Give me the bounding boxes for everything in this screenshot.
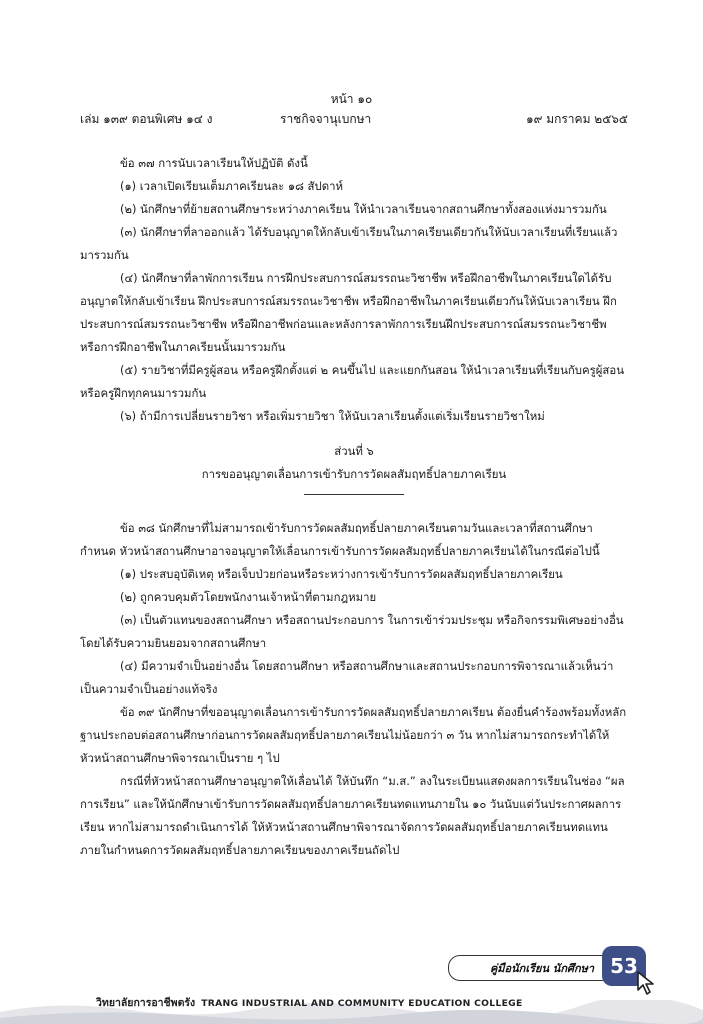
- paragraph: (๓) เป็นตัวแทนของสถานศึกษา หรือสถานประกอบการ ในการเข้าร่วมประชุม หรือกิจกรรมพิเศษอย่างอื่น โดยได้รับความยินยอมจากสถานศึกษา: [80, 613, 624, 650]
- paragraph: ข้อ ๓๙ นักศึกษาที่ขออนุญาตเลื่อนการเข้ารับการวัดผลสัมฤทธิ์ปลายภาคเรียน ต้องยื่นคำร้องพร้อมทั้งหลักฐานประกอบต่อสถานศึกษาก่อนการวัดผลสัมฤทธิ์ปลายภาคเรียนไม่น้อยกว่า ๓ วัน หากไม่สามารถกระทำได้ให้หัวหน้าสถานศึกษาพิจารณาเป็นราย ๆ ไป: [80, 705, 627, 765]
- college-name-thai: วิทยาลัยการอาชีพตรัง: [96, 997, 196, 1009]
- section-title: การขออนุญาตเลื่อนการเข้ารับการวัดผลสัมฤทธิ์ปลายภาคเรียน: [201, 467, 507, 481]
- gazette-page-label: หน้า ๑๐: [330, 92, 373, 106]
- gazette-date: ๑๙ มกราคม ๒๕๖๕: [525, 112, 628, 126]
- paragraph: (๑) เวลาเปิดเรียนเต็มภาคเรียนละ ๑๘ สัปดาห์: [120, 179, 344, 193]
- handbook-badge: คู่มือนักเรียน นักศึกษา: [448, 955, 636, 981]
- paragraph: ข้อ ๓๘ นักศึกษาที่ไม่สามารถเข้ารับการวัดผลสัมฤทธิ์ปลายภาคเรียนตามวันและเวลาที่สถานศึกษากำหนด หัวหน้าสถานศึกษาอาจอนุญาตให้เลื่อนการเข้ารับการวัดผลสัมฤทธิ์ปลายภาคเรียนได้ในกรณีต่อไปนี้: [80, 521, 600, 558]
- page-number: 53: [602, 946, 646, 986]
- paragraph: (๒) นักศึกษาที่ย้ายสถานศึกษาระหว่างภาคเรียน ให้นำเวลาเรียนจากสถานศึกษาทั้งสองแห่งมารวมกัน: [120, 202, 607, 216]
- document-body: [80, 152, 628, 862]
- paragraph: (๒) ถูกควบคุมตัวโดยพนักงานเจ้าหน้าที่ตามกฎหมาย: [120, 590, 377, 604]
- paragraph: (๑) ประสบอุบัติเหตุ หรือเจ็บป่วยก่อนหรือระหว่างการเข้ารับการวัดผลสัมฤทธิ์ปลายภาคเรียน: [120, 567, 563, 581]
- paragraph: ข้อ ๓๗ การนับเวลาเรียนให้ปฏิบัติ ดังนี้: [120, 156, 308, 170]
- section-divider: [304, 494, 404, 495]
- gazette-volume: เล่ม ๑๓๙ ตอนพิเศษ ๑๔ ง: [80, 112, 213, 126]
- paragraph: (๕) รายวิชาที่มีครูผู้สอน หรือครูฝึกตั้งแต่ ๒ คนขึ้นไป และแยกกันสอน ให้นำเวลาเรียนที่เรียนกับครูผู้สอนหรือครูฝึกทุกคนมารวมกัน: [80, 363, 624, 400]
- paragraph: (๖) ถ้ามีการเปลี่ยนรายวิชา หรือเพิ่มรายวิชา ให้นับเวลาเรียนตั้งแต่เริ่มเรียนรายวิชาใหม่: [120, 409, 545, 423]
- paragraph: (๓) นักศึกษาที่ลาออกแล้ว ได้รับอนุญาตให้กลับเข้าเรียนในภาคเรียนเดียวกันให้นับเวลาเรียนที่เรียนแล้วมารวมกัน: [80, 225, 618, 262]
- cursor-arrow-icon: [636, 970, 658, 996]
- section-number: ส่วนที่ ๖: [334, 444, 374, 458]
- college-name-english: TRANG INDUSTRIAL AND COMMUNITY EDUCATION COLLEGE: [201, 998, 523, 1009]
- paragraph: (๔) มีความจำเป็นอย่างอื่น โดยสถานศึกษา หรือสถานศึกษาและสถานประกอบการพิจารณาแล้วเห็นว่าเป็นความจำเป็นอย่างแท้จริง: [80, 659, 614, 696]
- paragraph: กรณีที่หัวหน้าสถานศึกษาอนุญาตให้เลื่อนได้ ให้บันทึก “ม.ส.” ลงในระเบียนแสดงผลการเรียนในช่อง “ผลการเรียน” และให้นักศึกษาเข้ารับการวัดผลสัมฤทธิ์ปลายภาคเรียนทดแทนภายใน ๑๐ วันนับแต่วันประกาศผลการเรียน หากไม่สามารถดำเนินการได้ ให้หัวหน้าสถานศึกษาพิจารณาจัดการวัดผลสัมฤทธิ์ปลายภาคเรียนทดแทนภายในกำหนดการวัดผลสัมฤทธิ์ปลายภาคเรียนของภาคเรียนถัดไป: [80, 774, 625, 857]
- college-name: [96, 994, 616, 1011]
- paragraph: (๔) นักศึกษาที่ลาพักการเรียน การฝึกประสบการณ์สมรรถนะวิชาชีพ หรือฝึกอาชีพในภาคเรียนใดได้รับอนุญาตให้กลับเข้าเรียน ฝึกประสบการณ์สมรรถนะวิชาชีพ หรือฝึกอาชีพในภาคเรียนเดียวกันให้นับเวลาเรียน ฝึกประสบการณ์สมรรถนะวิชาชีพ หรือฝึกอาชีพก่อนและหลังการลาพักการเรียนฝึกประสบการณ์สมรรถนะวิชาชีพ หรือการฝึกอาชีพในภาคเรียนนั้นมารวมกัน: [80, 271, 617, 354]
- gazette-name: ราชกิจจานุเบกษา: [280, 112, 372, 126]
